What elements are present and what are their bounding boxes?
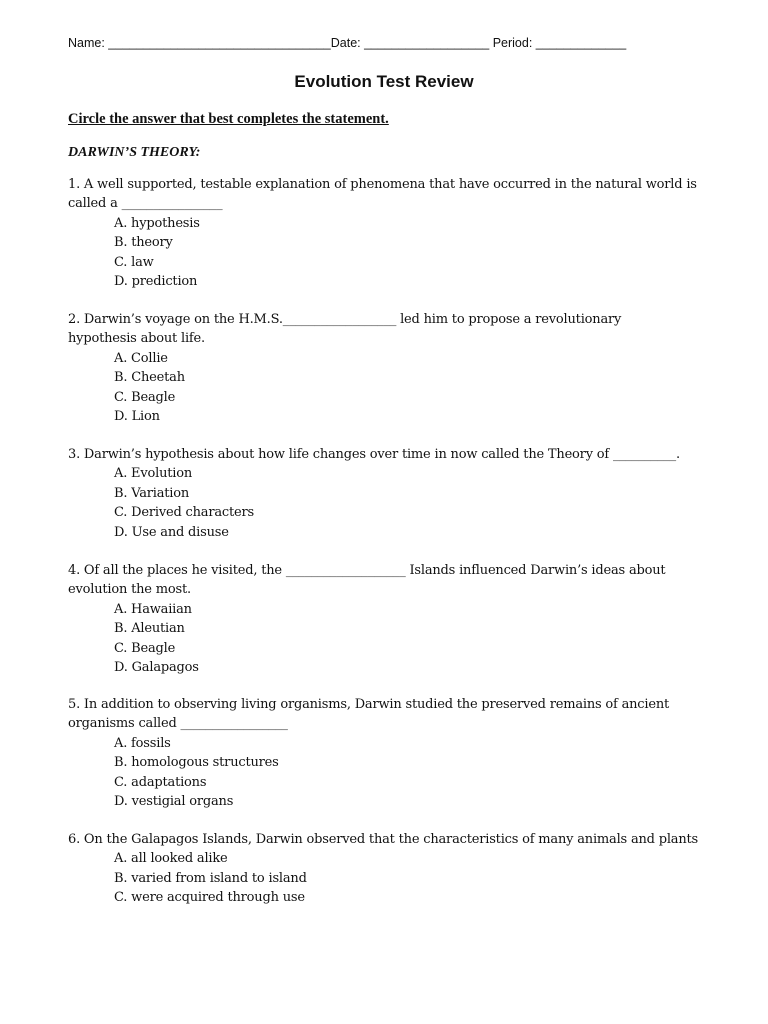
question-stem-continued: called a ________________: [68, 196, 223, 212]
answer-option-a[interactable]: A. Evolution: [114, 466, 193, 482]
answer-option-d[interactable]: D. prediction: [114, 274, 198, 290]
question-4: [68, 561, 720, 677]
answer-option-a[interactable]: A. Hawaiian: [114, 601, 192, 617]
answer-option-a[interactable]: A. Collie: [114, 350, 168, 366]
answer-option-c[interactable]: C. adaptations: [114, 774, 207, 790]
question-stem: 2. Darwin’s voyage on the H.M.S.__________________ led him to propose a revolutionary: [68, 312, 622, 327]
instructions: Circle the answer that best completes the statement.: [68, 111, 389, 127]
answer-option-d[interactable]: D. Lion: [114, 409, 160, 425]
question-stem: 6. On the Galapagos Islands, Darwin observed that the characteristics of many animals and plants: [68, 832, 699, 847]
answer-option-b[interactable]: B. Aleutian: [114, 621, 185, 637]
answer-option-c[interactable]: C. Beagle: [114, 389, 176, 405]
question-stem: 1. A well supported, testable explanation of phenomena that have occurred in the natural world is: [68, 177, 697, 192]
section-heading: DARWIN’S THEORY:: [68, 145, 201, 160]
question-stem-continued: hypothesis about life.: [68, 331, 205, 347]
question-3: [68, 445, 720, 542]
answer-option-a[interactable]: A. fossils: [114, 735, 171, 751]
answer-option-b[interactable]: B. varied from island to island: [114, 870, 307, 886]
question-2: [68, 310, 720, 426]
question-stem-continued: organisms called _________________: [68, 716, 288, 732]
page-title: Evolution Test Review: [294, 72, 474, 91]
answer-option-b[interactable]: B. homologous structures: [114, 755, 279, 771]
question-1: [68, 175, 720, 291]
answer-option-c[interactable]: C. law: [114, 254, 154, 270]
question-stem: 4. Of all the places he visited, the ___________________ Islands influenced Darwin’s ideas about: [68, 563, 666, 578]
answer-option-c[interactable]: C. Beagle: [114, 640, 176, 656]
answer-option-c[interactable]: C. were acquired through use: [114, 890, 305, 906]
answer-option-a[interactable]: A. hypothesis: [114, 215, 200, 231]
question-6: [68, 830, 720, 908]
question-stem: 3. Darwin’s hypothesis about how life changes over time in now called the Theory of __________.: [68, 447, 680, 462]
question-5: [68, 695, 720, 811]
name-date-period-line: Name: ________________________________Date: __________________ Period: _____________: [68, 36, 627, 50]
answer-option-a[interactable]: A. all looked alike: [114, 851, 228, 867]
question-stem: 5. In addition to observing living organisms, Darwin studied the preserved remains of ancient: [68, 697, 670, 712]
answer-option-d[interactable]: D. Galapagos: [114, 660, 199, 676]
answer-option-c[interactable]: C. Derived characters: [114, 505, 254, 521]
answer-option-d[interactable]: D. vestigial organs: [114, 794, 234, 810]
answer-option-b[interactable]: B. Variation: [114, 485, 190, 501]
question-stem-continued: evolution the most.: [68, 582, 191, 598]
answer-option-b[interactable]: B. Cheetah: [114, 370, 185, 386]
answer-option-b[interactable]: B. theory: [114, 235, 173, 251]
answer-option-d[interactable]: D. Use and disuse: [114, 524, 229, 540]
